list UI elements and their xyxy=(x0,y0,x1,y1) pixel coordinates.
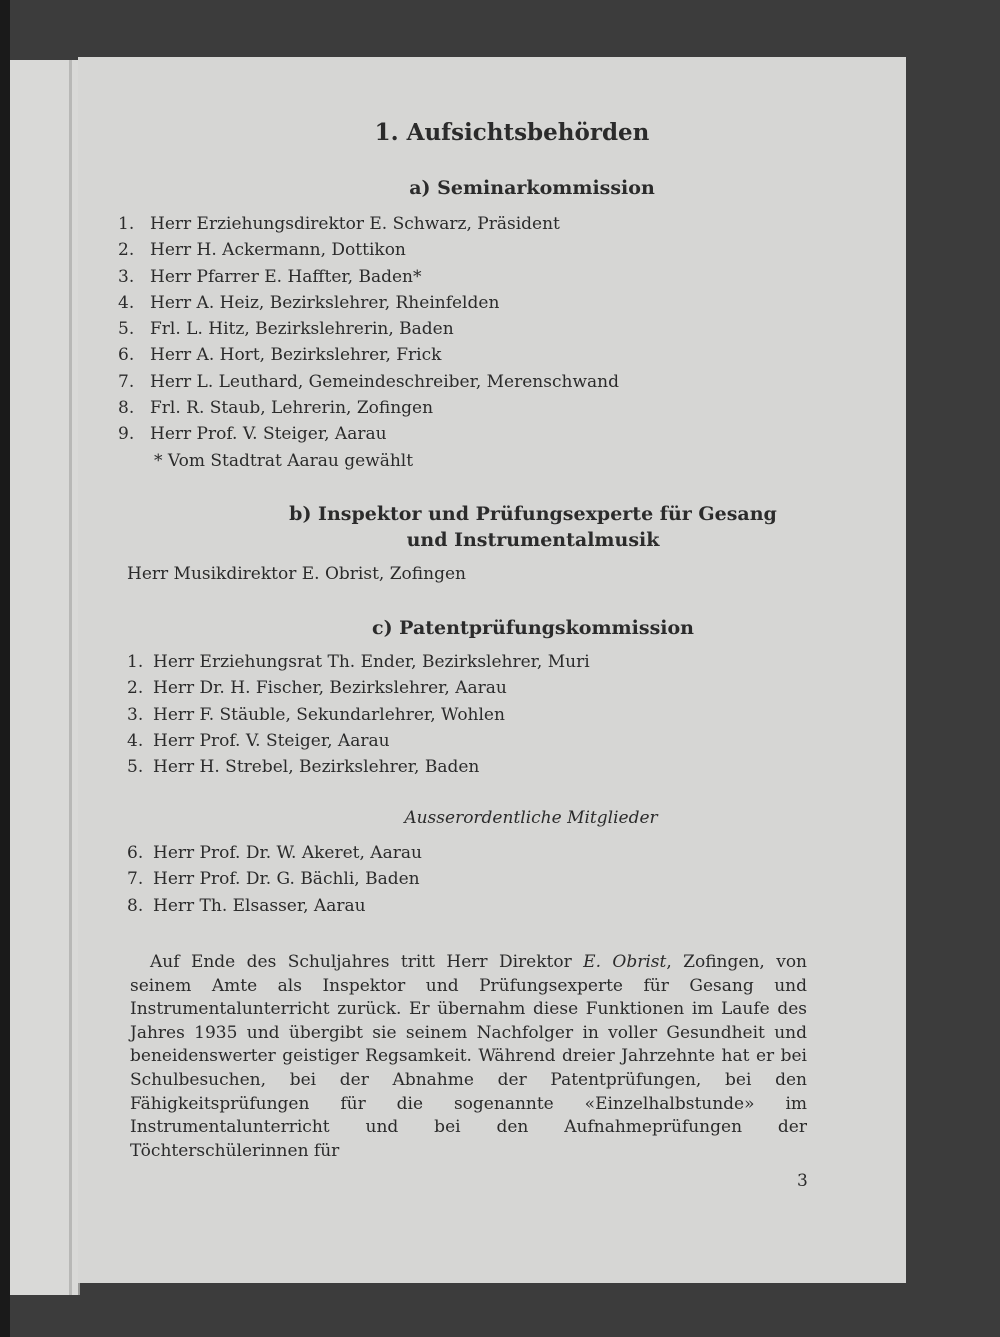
list-item: 2. Herr Dr. H. Fischer, Bezirkslehrer, Aarau xyxy=(127,678,507,699)
extra-members-list xyxy=(127,840,422,919)
list-item: 3. Herr Pfarrer E. Haffter, Baden* xyxy=(118,266,422,287)
section-a-heading: a) Seminarkommission xyxy=(409,177,655,199)
list-item: 7. Herr L. Leuthard, Gemeindeschreiber, Merenschwand xyxy=(118,371,619,392)
list-item: 6. Herr Prof. Dr. W. Akeret, Aarau xyxy=(127,843,422,863)
list-item: 8. Frl. R. Staub, Lehrerin, Zofingen xyxy=(118,398,434,419)
list-item: 1. Herr Erziehungsrat Th. Ender, Bezirkslehrer, Muri xyxy=(127,652,590,672)
footnote: * Vom Stadtrat Aarau gewählt xyxy=(154,451,414,471)
page-fold xyxy=(69,60,72,1295)
list-item: 1. Herr Erziehungsdirektor E. Schwarz, Präsident xyxy=(118,214,560,234)
list-item: 7. Herr Prof. Dr. G. Bächli, Baden xyxy=(127,869,420,890)
patentpruefungskommission-list xyxy=(127,649,590,780)
list-item: 4. Herr Prof. V. Steiger, Aarau xyxy=(127,730,390,751)
inspector-name: Herr Musikdirektor E. Obrist, Zofingen xyxy=(127,564,466,584)
name-obrist: E. Obrist xyxy=(583,952,667,972)
list-item: 5. Frl. L. Hitz, Bezirkslehrerin, Baden xyxy=(118,319,454,340)
section-b-heading-line2: und Instrumentalmusik xyxy=(406,529,660,551)
list-item: 4. Herr A. Heiz, Bezirkslehrer, Rheinfelden xyxy=(118,292,500,313)
extra-members-heading: Ausserordentliche Mitglieder xyxy=(404,808,658,828)
seminarkommission-list xyxy=(118,211,619,448)
section-b-heading-line1: b) Inspektor und Prüfungsexperte für Gesang xyxy=(289,503,777,525)
list-item: 6. Herr A. Hort, Bezirkslehrer, Frick xyxy=(118,345,442,366)
list-item: 8. Herr Th. Elsasser, Aarau xyxy=(127,895,366,916)
list-item: 9. Herr Prof. V. Steiger, Aarau xyxy=(118,424,387,445)
body-paragraph: Auf Ende des Schuljahres tritt Herr Direktor E. Obrist, Zofingen, von seinem Amte als Inspektor und Prüfungsexperte für Gesang und Instrumentalunterricht zurück. Er übernahm diese Funktionen im Laufe des Jahres 1935 und übergibt sie seinem Nachfolger in voller Gesundheit und beneidenswerter geistiger Regsamkeit. Während dreier Jahrzehnte hat er bei Schulbesuchen, bei der Abnahme der Patentprüfungen, bei den Fähigkeitsprüfungen für die sogenannte «Einzelhalbstunde» im Instrumentalunterricht und bei den Aufnahmeprüfungen der Töchterschülerinnen für xyxy=(130,952,808,1161)
page-title: 1. Aufsichtsbehörden xyxy=(374,119,650,146)
page-number: 3 xyxy=(797,1171,808,1191)
list-item: 2. Herr H. Ackermann, Dottikon xyxy=(118,240,406,261)
facing-page-edge xyxy=(10,60,80,1295)
section-c-heading: c) Patentprüfungskommission xyxy=(372,617,694,639)
scan-left-edge xyxy=(0,0,10,1337)
document-page xyxy=(78,57,906,1283)
list-item: 3. Herr F. Stäuble, Sekundarlehrer, Wohlen xyxy=(127,704,505,725)
list-item: 5. Herr H. Strebel, Bezirkslehrer, Baden xyxy=(127,757,480,778)
